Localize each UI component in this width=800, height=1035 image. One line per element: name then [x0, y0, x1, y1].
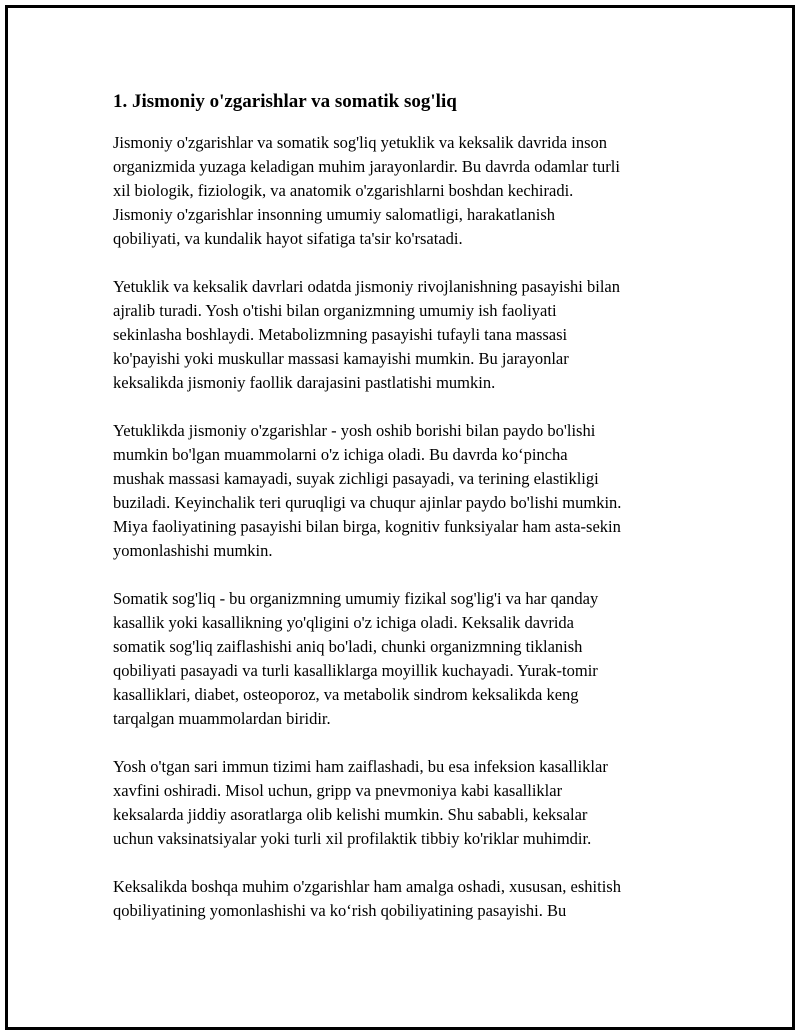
paragraph-line: Yetuklik va keksalik davrlari odatda jismoniy rivojlanishning pasayishi bilan	[113, 277, 621, 296]
paragraph	[113, 875, 693, 923]
paragraph-line: Yetuklikda jismoniy o'zgarishlar - yosh oshib borishi bilan paydo bo'lishi	[113, 421, 596, 440]
paragraph-line: xil biologik, fiziologik, va anatomik o'zgarishlarni boshdan kechiradi.	[113, 181, 574, 200]
paragraph	[113, 419, 693, 563]
paragraph-line: ko'payishi yoki muskullar massasi kamayishi mumkin. Bu jarayonlar	[113, 349, 569, 368]
paragraph-line: qobiliyati pasayadi va turli kasalliklarga moyillik kuchayadi. Yurak-tomir	[113, 661, 598, 680]
paragraph-line: kasalliklari, diabet, osteoporoz, va metabolik sindrom keksalikda keng	[113, 685, 579, 704]
paragraph-line: mushak massasi kamayadi, suyak zichligi pasayadi, va terining elastikligi	[113, 469, 599, 488]
paragraph-line: Miya faoliyatining pasayishi bilan birga, kognitiv funksiyalar ham asta-sekin	[113, 517, 621, 536]
paragraph-line: xavfini oshiradi. Misol uchun, gripp va pnevmoniya kabi kasalliklar	[113, 781, 563, 800]
paragraph-line: yomonlashishi mumkin.	[113, 541, 273, 560]
paragraph-line: ajralib turadi. Yosh o'tishi bilan organizmning umumiy ish faoliyati	[113, 301, 557, 320]
paragraph-line: qobiliyatining yomonlashishi va ko‘rish qobiliyatining pasayishi. Bu	[113, 901, 567, 920]
paragraph	[113, 131, 693, 251]
paragraph-line: Somatik sog'liq - bu organizmning umumiy fizikal sog'lig'i va har qanday	[113, 589, 599, 608]
paragraph-line: kasallik yoki kasallikning yo'qligini o'z ichiga oladi. Keksalik davrida	[113, 613, 574, 632]
paragraph	[113, 587, 693, 731]
paragraph-line: mumkin bo'lgan muammolarni o'z ichiga oladi. Bu davrda ko‘pincha	[113, 445, 568, 464]
paragraph-line: somatik sog'liq zaiflashishi aniq bo'ladi, chunki organizmning tiklanish	[113, 637, 583, 656]
paragraph-line: tarqalgan muammolardan biridir.	[113, 709, 331, 728]
paragraph-line: buziladi. Keyinchalik teri quruqligi va chuqur ajinlar paydo bo'lishi mumkin.	[113, 493, 622, 512]
paragraph-line: sekinlasha boshlaydi. Metabolizmning pasayishi tufayli tana massasi	[113, 325, 568, 344]
document-body	[113, 89, 693, 947]
paragraph-line: uchun vaksinatsiyalar yoki turli xil profilaktik tibbiy ko'riklar muhimdir.	[113, 829, 592, 848]
section-heading: 1. Jismoniy o'zgarishlar va somatik sog'liq	[113, 91, 457, 112]
paragraph-line: Jismoniy o'zgarishlar va somatik sog'liq yetuklik va keksalik davrida inson	[113, 133, 607, 152]
paragraph-line: Keksalikda boshqa muhim o'zgarishlar ham amalga oshadi, xususan, eshitish	[113, 877, 621, 896]
paragraph-line: Jismoniy o'zgarishlar insonning umumiy salomatligi, harakatlanish	[113, 205, 555, 224]
paragraph	[113, 275, 693, 395]
paragraph-line: keksalikda jismoniy faollik darajasini pastlatishi mumkin.	[113, 373, 496, 392]
paragraph-line: organizmida yuzaga keladigan muhim jarayonlardir. Bu davrda odamlar turli	[113, 157, 620, 176]
paragraph-line: qobiliyati, va kundalik hayot sifatiga ta'sir ko'rsatadi.	[113, 229, 463, 248]
paragraph-line: Yosh o'tgan sari immun tizimi ham zaiflashadi, bu esa infeksion kasalliklar	[113, 757, 608, 776]
paragraph	[113, 755, 693, 851]
paragraph-list	[113, 131, 693, 923]
paragraph-line: keksalarda jiddiy asoratlarga olib kelishi mumkin. Shu sababli, keksalar	[113, 805, 588, 824]
